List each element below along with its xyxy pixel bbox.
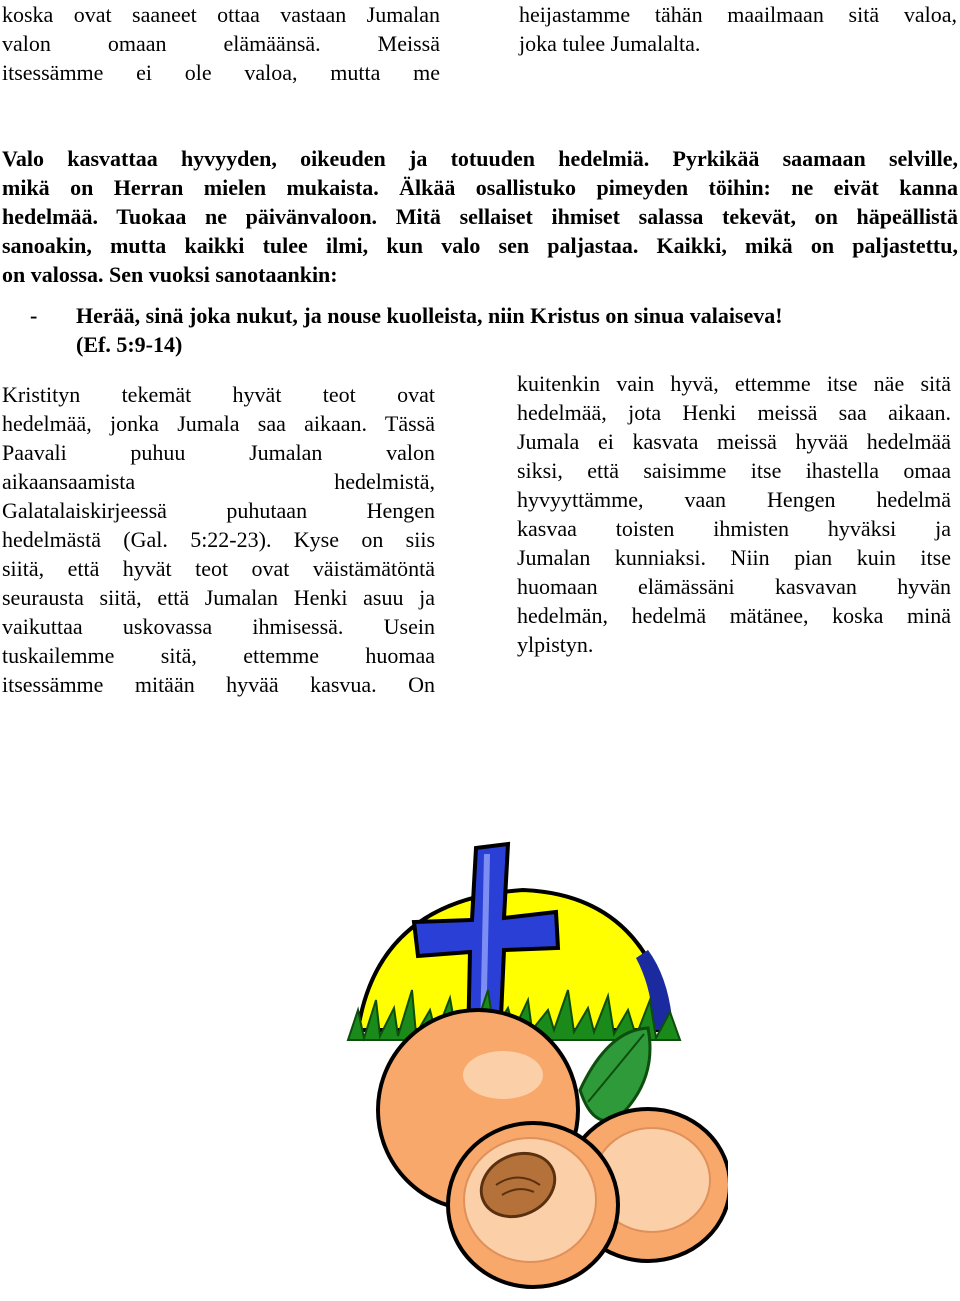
- text-line: siitä, että hyvät teot ovat väistämätöntä: [2, 556, 435, 581]
- text-line: hedelmää, jonka Jumala saa aikaan. Tässä: [2, 411, 435, 436]
- text-line: on valossa. Sen vuoksi sanotaankin:: [2, 262, 338, 287]
- text-line: hedelmän, hedelmä mätänee, koska minä: [517, 603, 951, 628]
- text-line: joka tulee Jumalalta.: [519, 31, 701, 56]
- text-line: ylpistyn.: [517, 632, 594, 657]
- apricot-back-shine: [463, 1051, 543, 1099]
- text-line: vaikuttaa uskovassa ihmisessä. Usein: [2, 614, 435, 639]
- text-line: Jumalan kunniaksi. Niin pian kuin itse: [517, 545, 951, 570]
- text-line: valon omaan elämäänsä. Meissä: [2, 31, 440, 56]
- text-line: itsessämme mitään hyvää kasvua. On: [2, 672, 435, 697]
- text-line: siksi, että saisimme itse ihastella omaa: [517, 458, 951, 483]
- text-line: Valo kasvattaa hyvyyden, oikeuden ja totuuden hedelmiä. Pyrkikää saamaan selville,: [2, 146, 958, 171]
- quote-text: Herää, sinä joka nukut, ja nouse kuolleista, niin Kristus on sinua valaiseva!: [76, 303, 783, 328]
- text-line: koska ovat saaneet ottaa vastaan Jumalan: [2, 2, 440, 27]
- text-line: tuskailemme sitä, ettemme huomaa: [2, 643, 435, 668]
- body-right-column: [517, 369, 951, 659]
- text-line: hedelmästä (Gal. 5:22-23). Kyse on siis: [2, 527, 435, 552]
- text-line: sanoakin, mutta kaikki tulee ilmi, kun valo sen paljastaa. Kaikki, mikä on paljastettu,: [2, 233, 958, 258]
- text-line: Kristityn tekemät hyvät teot ovat: [2, 382, 435, 407]
- text-line: Galatalaiskirjeessä puhutaan Hengen: [2, 498, 435, 523]
- top-right-column: [519, 0, 957, 58]
- quote-dash: -: [30, 303, 38, 328]
- body-left-column: [2, 380, 435, 699]
- text-line: huomaan elämässäni kasvavan hyvän: [517, 574, 951, 599]
- top-left-column: [2, 0, 440, 87]
- text-line: Jumala ei kasvata meissä hyvää hedelmää: [517, 429, 951, 454]
- text-line: seurausta siitä, että Jumalan Henki asuu ja: [2, 585, 435, 610]
- bold-scripture-paragraph: [2, 144, 958, 289]
- text-line: heijastamme tähän maailmaan sitä valoa,: [519, 2, 957, 27]
- text-line: kasvaa toisten ihmisten hyväksi ja: [517, 516, 951, 541]
- text-line: aikaansaamista hedelmistä,: [2, 469, 435, 494]
- text-line: Paavali puhuu Jumalan valon: [2, 440, 435, 465]
- text-line: hedelmää. Tuokaa ne päivänvaloon. Mitä sellaiset ihmiset salassa tekevät, on häpeällistä: [2, 204, 958, 229]
- text-line: kuitenkin vain hyvä, ettemme itse näe sitä: [517, 371, 951, 396]
- text-line: mikä on Herran mielen mukaista. Älkää osallistuko pimeyden töihin: ne eivät kanna: [2, 175, 958, 200]
- text-line: hyvyyttämme, vaan Hengen hedelmä: [517, 487, 951, 512]
- text-line: hedelmää, jota Henki meissä saa aikaan.: [517, 400, 951, 425]
- leaf-shape: [580, 1028, 650, 1121]
- text-line: itsessämme ei ole valoa, mutta me: [2, 60, 440, 85]
- quote-reference: (Ef. 5:9-14): [76, 332, 183, 357]
- cross-sun-apricots-icon: [318, 840, 728, 1295]
